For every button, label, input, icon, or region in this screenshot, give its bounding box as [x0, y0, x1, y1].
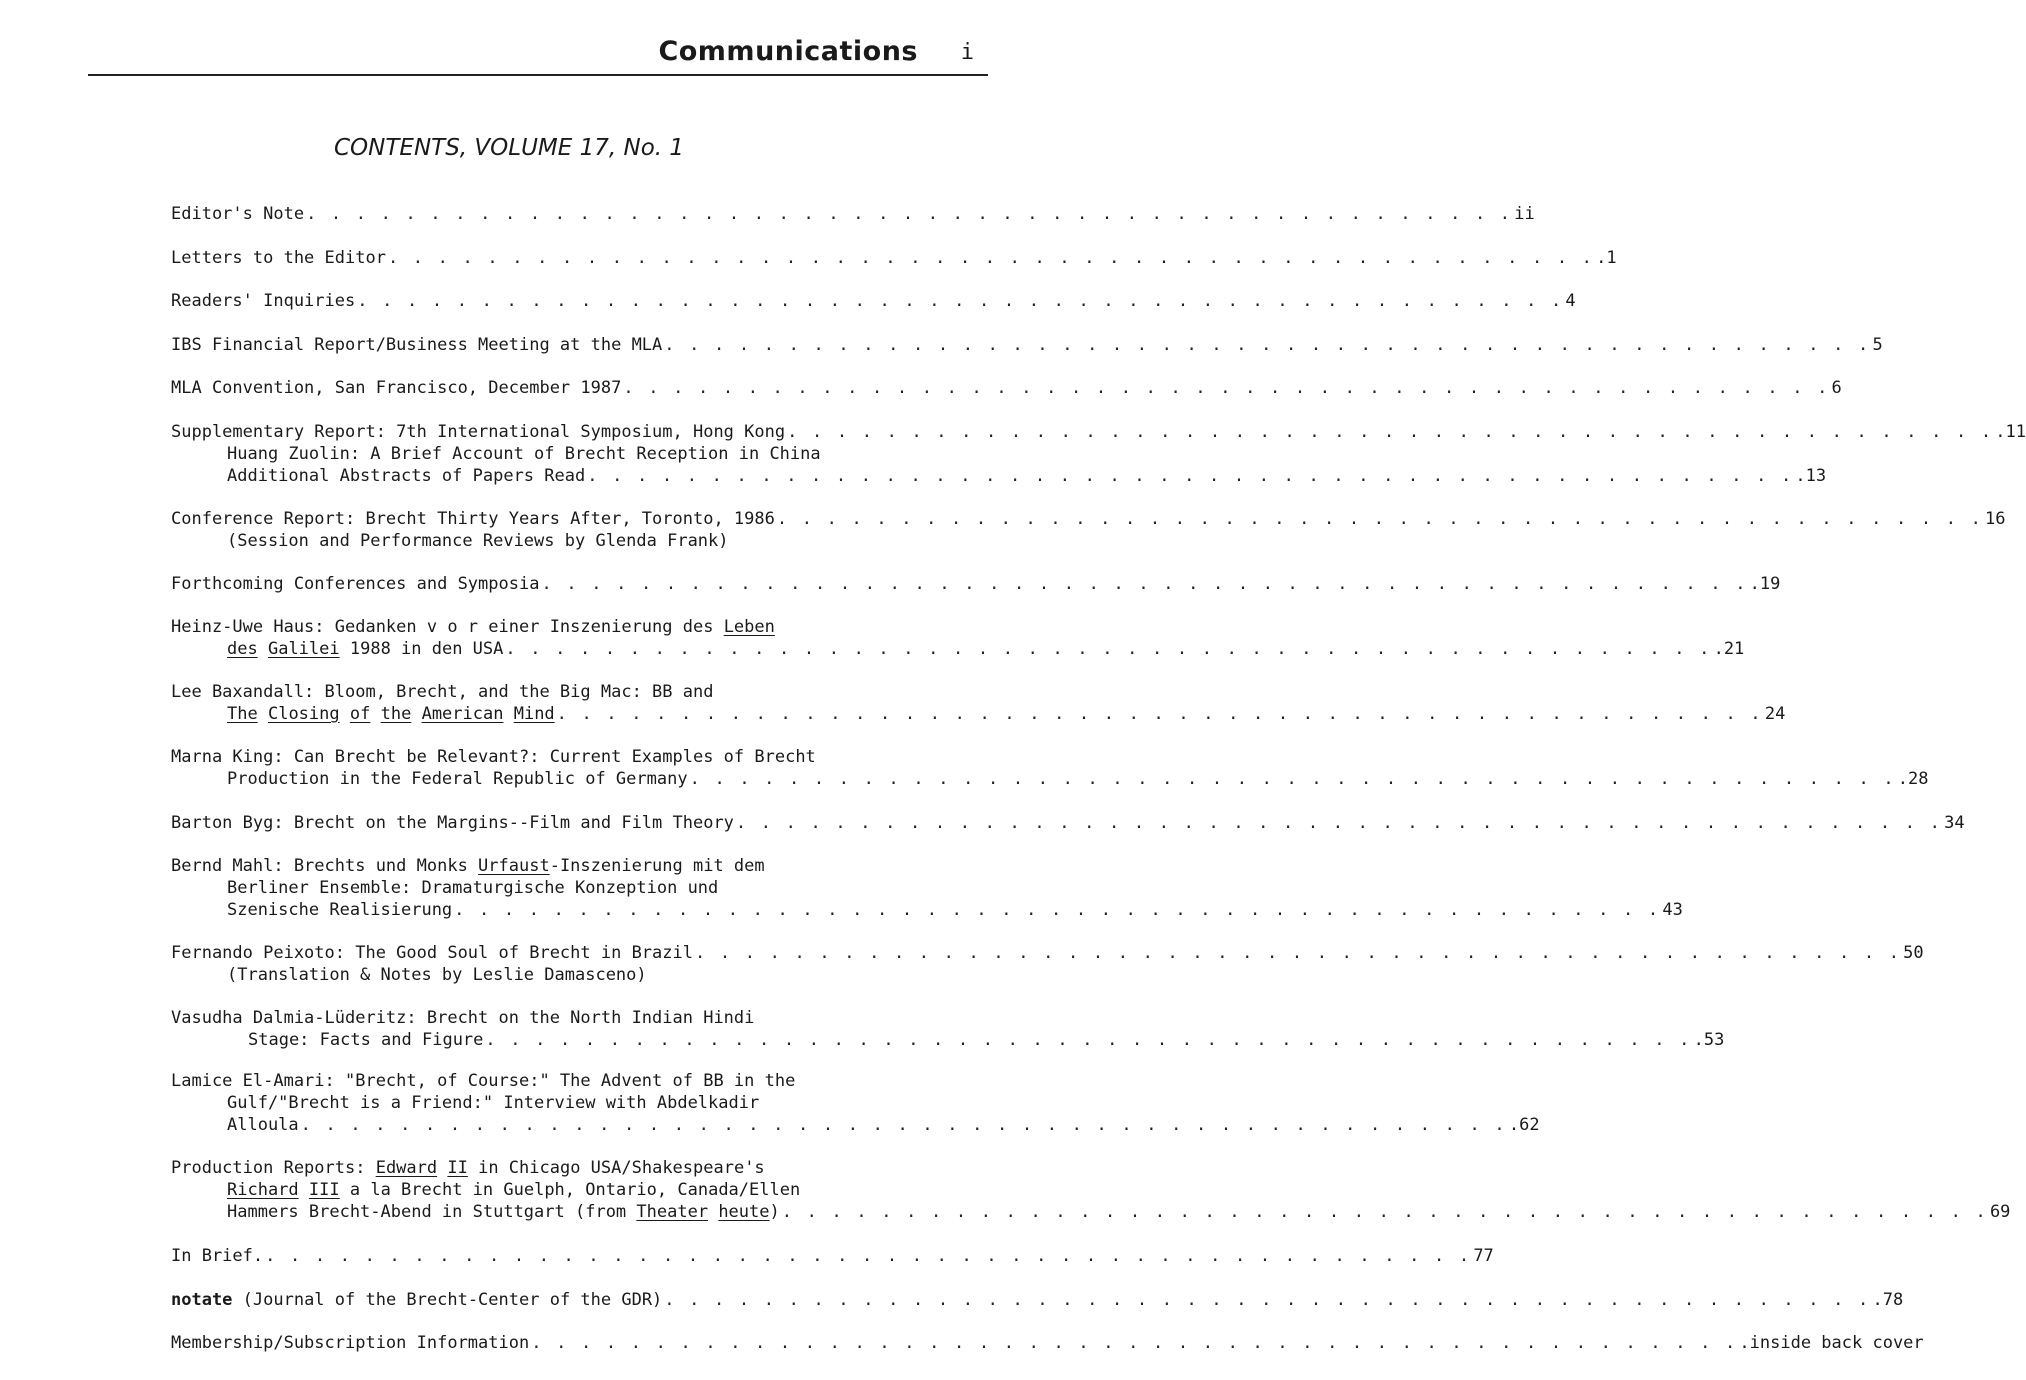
- toc-page: .inside back cover: [1739, 1333, 1924, 1353]
- toc-page: ii: [1514, 204, 1535, 224]
- toc-page: 6: [1831, 378, 1842, 398]
- toc-page: .13: [1795, 466, 1827, 486]
- toc-page: .53: [1693, 1030, 1725, 1050]
- toc-page: .1: [1596, 248, 1617, 268]
- toc-entry: notate (Journal of the Brecht-Center of the GDR) . . . . . . . . . . . . . . . . . . . . . . . . . . . . . . . . . . . . . . . . . . . . . . . . . .78: [171, 1290, 1904, 1310]
- toc-entry: Supplementary Report: 7th International Symposium, Hong Kong . . . . . . . . . . . . . . . . . . . . . . . . . . . . . . . . . . . . . . . . . . . . . . . . . .11 Huang Zuolin: A Brief Account of Brecht Reception in China Additional Abstracts of Papers Read . . . . . . . . . . . . . . . . . . . . . . . . . . . . . . . . . . . . . . . . . . . . . . . . . .13: [171, 422, 2026, 486]
- toc-entry: Editor's Note . . . . . . . . . . . . . . . . . . . . . . . . . . . . . . . . . . . . . . . . . . . . . . . . . ii: [171, 204, 1535, 224]
- toc-page: .78: [1872, 1290, 1904, 1310]
- toc-page: .21: [1713, 639, 1745, 659]
- journal-title: Communications: [658, 36, 918, 67]
- toc-page: .11: [1995, 422, 2026, 442]
- toc-entry: Forthcoming Conferences and Symposia . . . . . . . . . . . . . . . . . . . . . . . . . . . . . . . . . . . . . . . . . . . . . . . . . .19: [171, 574, 1781, 594]
- contents-heading: CONTENTS, VOLUME 17, No. 1: [334, 135, 685, 161]
- toc-page: 43: [1662, 900, 1683, 920]
- toc-page: 16: [1985, 509, 2006, 529]
- toc-page: .62: [1508, 1115, 1540, 1135]
- toc-page: 4: [1565, 291, 1576, 311]
- toc-entry: Production Reports: Edward II in Chicago USA/Shakespeare's Richard III a la Brecht in Guelph, Ontario, Canada/Ellen Hammers Brecht-Abend in Stuttgart (from Theater heute) . . . . . . . . . . . . . . . . . . . . . . . . . . . . . . . . . . . . . . . . . . . . . . . . . 69: [171, 1158, 2011, 1222]
- toc-page: .19: [1749, 574, 1781, 594]
- page-number: i: [960, 40, 974, 65]
- toc-entry: In Brief. . . . . . . . . . . . . . . . . . . . . . . . . . . . . . . . . . . . . . . . . . . . . . . . . . 77: [171, 1246, 1494, 1266]
- toc-entry: Lee Baxandall: Bloom, Brecht, and the Big Mac: BB and The Closing of the American Mind . . . . . . . . . . . . . . . . . . . . . . . . . . . . . . . . . . . . . . . . . . . . . . . . . 24: [171, 682, 1786, 724]
- toc-entry: Letters to the Editor . . . . . . . . . . . . . . . . . . . . . . . . . . . . . . . . . . . . . . . . . . . . . . . . . .1: [171, 248, 1617, 268]
- toc-entry: Barton Byg: Brecht on the Margins--Film and Film Theory . . . . . . . . . . . . . . . . . . . . . . . . . . . . . . . . . . . . . . . . . . . . . . . . . 34: [171, 813, 1965, 833]
- toc-entry: MLA Convention, San Francisco, December 1987 . . . . . . . . . . . . . . . . . . . . . . . . . . . . . . . . . . . . . . . . . . . . . . . . . 6: [171, 378, 1842, 398]
- toc-entry: Bernd Mahl: Brechts und Monks Urfaust-Inszenierung mit dem Berliner Ensemble: Dramaturgische Konzeption und Szenische Realisierung . . . . . . . . . . . . . . . . . . . . . . . . . . . . . . . . . . . . . . . . . . . . . . . . . 43: [171, 856, 1683, 920]
- toc-page: 5: [1872, 335, 1883, 355]
- toc-entry: Vasudha Dalmia-Lüderitz: Brecht on the North Indian Hindi Stage: Facts and Figure . . . . . . . . . . . . . . . . . . . . . . . . . . . . . . . . . . . . . . . . . . . . . . . . . .53: [171, 1008, 1725, 1050]
- toc-entry: Marna King: Can Brecht be Relevant?: Current Examples of Brecht Production in the Federal Republic of Germany . . . . . . . . . . . . . . . . . . . . . . . . . . . . . . . . . . . . . . . . . . . . . . . . . .28: [171, 747, 1929, 789]
- toc-page: .28: [1897, 769, 1929, 789]
- toc-entry: Conference Report: Brecht Thirty Years After, Toronto, 1986 . . . . . . . . . . . . . . . . . . . . . . . . . . . . . . . . . . . . . . . . . . . . . . . . . 16 (Session and Performance Reviews by Glenda Frank): [171, 509, 2006, 551]
- toc-entry: Lamice El-Amari: "Brecht, of Course:" The Advent of BB in the Gulf/"Brecht is a Friend:" Interview with Abdelkadir Alloula . . . . . . . . . . . . . . . . . . . . . . . . . . . . . . . . . . . . . . . . . . . . . . . . . .62: [171, 1071, 1540, 1135]
- toc-page: 69: [1989, 1202, 2011, 1222]
- toc-entry: Fernando Peixoto: The Good Soul of Brecht in Brazil . . . . . . . . . . . . . . . . . . . . . . . . . . . . . . . . . . . . . . . . . . . . . . . . . 50 (Translation & Notes by Leslie Damasceno): [171, 943, 1924, 985]
- toc-page: 24: [1764, 704, 1786, 724]
- toc-entry: IBS Financial Report/Business Meeting at the MLA . . . . . . . . . . . . . . . . . . . . . . . . . . . . . . . . . . . . . . . . . . . . . . . . . 5: [171, 335, 1883, 355]
- toc-page: 34: [1944, 813, 1965, 833]
- running-header: [88, 30, 988, 76]
- toc-entry: Heinz-Uwe Haus: Gedanken v o r einer Inszenierung des Leben des Galilei 1988 in den USA . . . . . . . . . . . . . . . . . . . . . . . . . . . . . . . . . . . . . . . . . . . . . . . . . .21: [171, 617, 1745, 659]
- toc-entry: Membership/Subscription Information . . . . . . . . . . . . . . . . . . . . . . . . . . . . . . . . . . . . . . . . . . . . . . . . . .inside back cover: [171, 1333, 1924, 1353]
- toc-entry: Readers' Inquiries . . . . . . . . . . . . . . . . . . . . . . . . . . . . . . . . . . . . . . . . . . . . . . . . . 4: [171, 291, 1576, 311]
- toc-page: 77: [1473, 1246, 1494, 1266]
- toc-page: 50: [1903, 943, 1924, 963]
